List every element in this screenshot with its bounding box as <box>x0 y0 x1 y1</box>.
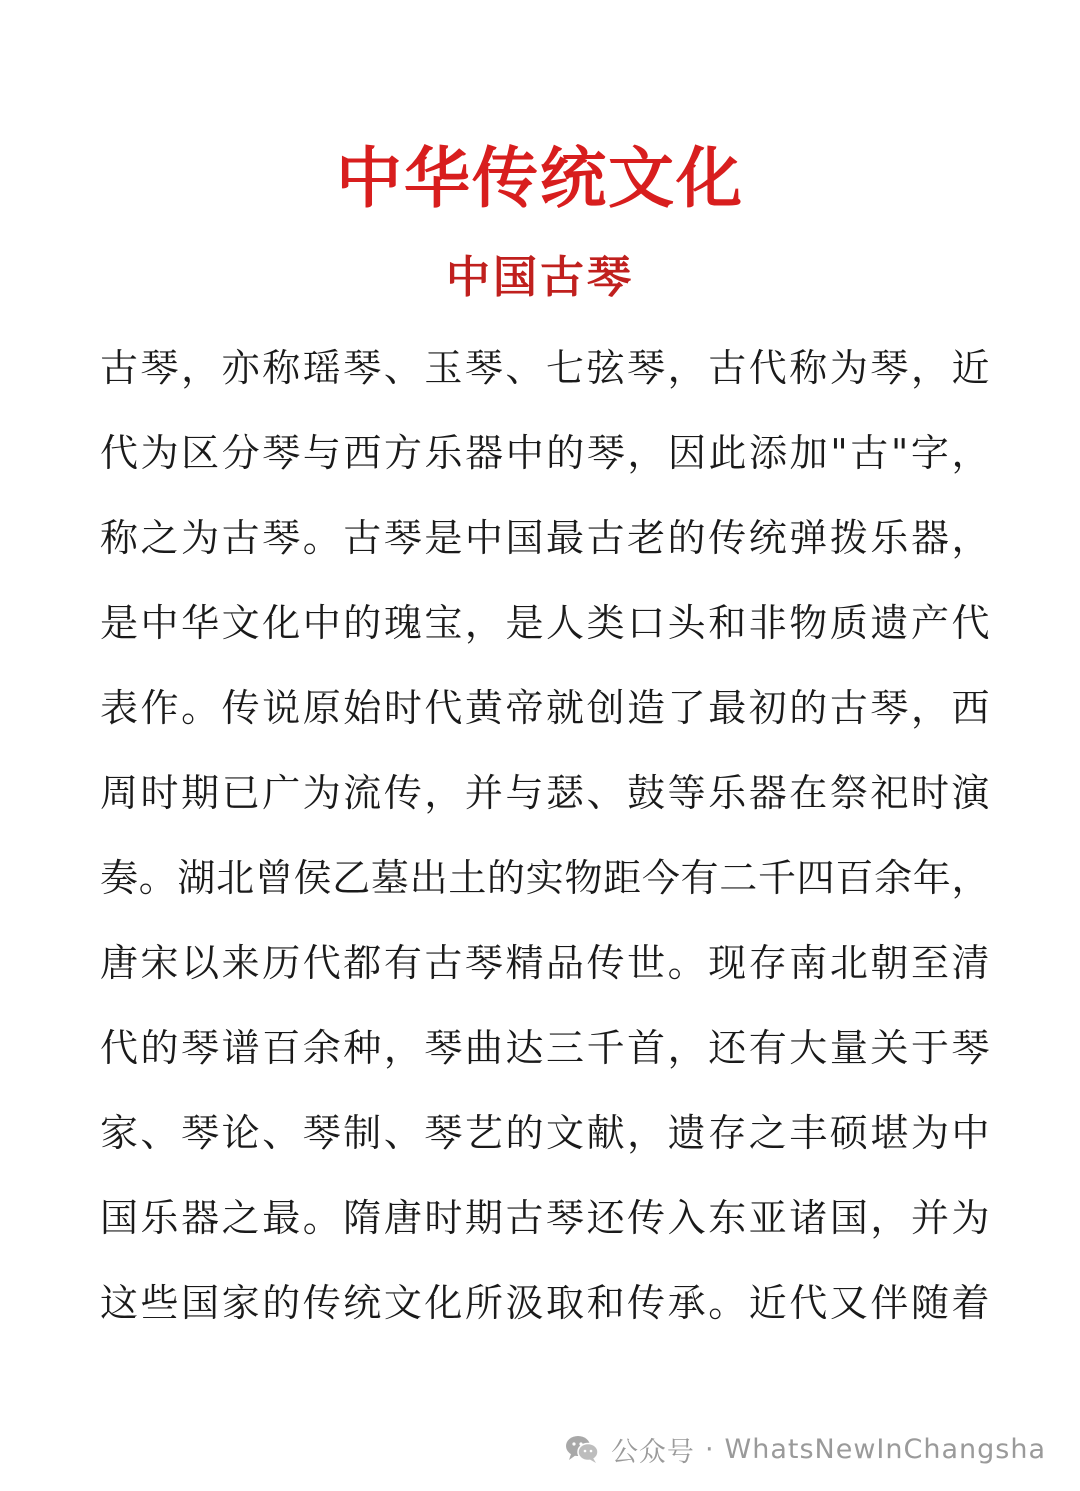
body-line: 周时期已广为流传，并与瑟、鼓等乐器在祭祀时演 <box>100 771 990 815</box>
article-body <box>100 326 990 1346</box>
body-line: 古琴，亦称瑶琴、玉琴、七弦琴，古代称为琴，近 <box>100 346 990 390</box>
watermark-label: 公众号 <box>610 1436 695 1468</box>
wechat-watermark <box>565 1424 1046 1474</box>
body-line: 称之为古琴。古琴是中国最古老的传统弹拨乐器， <box>100 516 990 560</box>
watermark-separator: · <box>704 1433 715 1465</box>
body-line: 这些国家的传统文化所汲取和传承。近代又伴随着 <box>100 1281 990 1325</box>
body-line: 表作。传说原始时代黄帝就创造了最初的古琴，西 <box>100 686 990 730</box>
body-line: 家、琴论、琴制、琴艺的文献，遗存之丰硕堪为中 <box>100 1111 990 1155</box>
body-line: 奏。湖北曾侯乙墓出土的实物距今有二千四百余年， <box>100 856 990 900</box>
wechat-icon <box>565 1434 599 1464</box>
body-line: 代的琴谱百余种，琴曲达三千首，还有大量关于琴 <box>100 1026 990 1070</box>
watermark-account: WhatsNewInChangsha <box>724 1433 1046 1465</box>
page-subtitle: 中国古琴 <box>446 252 634 303</box>
body-line: 唐宋以来历代都有古琴精品传世。现存南北朝至清 <box>100 941 990 985</box>
page-title: 中华传统文化 <box>336 139 744 217</box>
body-line: 国乐器之最。隋唐时期古琴还传入东亚诸国，并为 <box>100 1196 990 1240</box>
body-line: 是中华文化中的瑰宝，是人类口头和非物质遗产代 <box>100 601 990 645</box>
body-line: 代为区分琴与西方乐器中的琴，因此添加"古"字， <box>100 431 990 475</box>
